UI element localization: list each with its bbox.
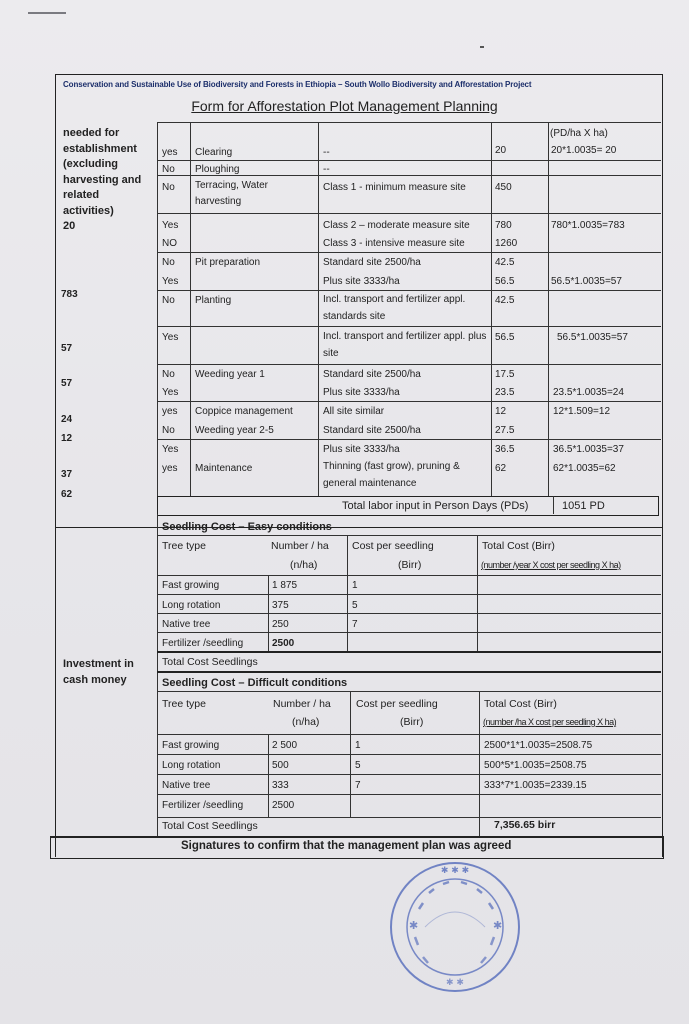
left-number: 12: [61, 433, 73, 444]
grid-line: [157, 691, 661, 692]
tree-type-cell: Long rotation: [162, 760, 221, 771]
col-number: Number / ha: [273, 698, 331, 710]
measure-cell: Plus site 3333/ha: [323, 444, 400, 455]
pd-cell: 1260: [495, 238, 518, 249]
col-cost: Cost per seedling: [356, 698, 438, 710]
number-cell: 250: [272, 619, 289, 630]
form-title: [0, 98, 689, 114]
number-cell: 333: [272, 780, 289, 791]
left-number: 62: [61, 489, 73, 500]
activity-cell: Weeding year 1: [195, 369, 265, 380]
pd-cell: 42.5: [495, 295, 515, 306]
yes-no-cell: No: [162, 369, 175, 380]
measure-cell: Thinning (fast grow), pruning & general maintenance: [323, 461, 460, 489]
col-total: Total Cost (Birr): [484, 698, 557, 710]
grid-line: [157, 794, 661, 795]
grid-line: [157, 439, 661, 440]
calc-cell: 780*1.0035=783: [551, 220, 625, 231]
col-total-formula: (number /year X cost per seedling X ha): [481, 560, 621, 570]
left-label-line: establishment: [63, 142, 137, 155]
grid-line: [157, 326, 661, 327]
pd-cell: 450: [495, 182, 512, 193]
grid-line: [157, 160, 661, 161]
measure-cell: Incl. transport and fertilizer appl. standards site: [323, 294, 466, 322]
measure-cell: --: [323, 164, 330, 175]
pd-cell: 12: [495, 406, 507, 417]
cost-cell: 7: [355, 780, 361, 791]
cost-cell: 7: [352, 619, 358, 630]
left-label-line: activities): [63, 204, 114, 217]
tree-type-cell: Native tree: [162, 780, 211, 791]
left-label-line: 20: [63, 220, 76, 232]
grid-line: [157, 252, 661, 253]
grid-line: [157, 535, 661, 536]
number-cell: 2500: [272, 638, 295, 649]
measure-cell: Plus site 3333/ha: [323, 276, 400, 287]
pd-cell: 56.5: [495, 276, 515, 287]
yes-no-cell: yes: [162, 147, 178, 158]
svg-text:✱: ✱: [493, 919, 503, 932]
activity-cell: Coppice management: [195, 406, 293, 417]
easy-total-label: Total Cost Seedlings: [162, 656, 258, 668]
measure-cell: Plus site 3333/ha: [323, 387, 400, 398]
col-number: Number / ha: [271, 540, 329, 552]
grid-line: [157, 213, 661, 214]
official-stamp-icon: [385, 857, 525, 997]
measure-cell: Class 3 - intensive measure site: [323, 238, 465, 249]
left-label: [63, 126, 141, 235]
yes-no-cell: Yes: [162, 332, 179, 343]
grid-line: [157, 514, 158, 836]
left-number: 24: [61, 414, 73, 425]
easy-title: Seedling Cost – Easy conditions: [162, 521, 332, 533]
cost-cell: 5: [352, 600, 358, 611]
calc-cell: 56.5*1.0035=57: [551, 276, 622, 287]
left-number: 37: [61, 469, 73, 480]
yes-no-cell: No: [162, 182, 175, 193]
tree-type-cell: Fast growing: [162, 740, 220, 751]
number-cell: 375: [272, 600, 289, 611]
left-label-line: (excluding: [63, 158, 119, 170]
yes-no-cell: NO: [162, 238, 177, 249]
yes-no-cell: Yes: [162, 220, 179, 231]
col-cost-unit: (Birr): [398, 559, 422, 571]
tree-type-cell: Long rotation: [162, 600, 221, 611]
tree-type-cell: Fertilizer /seedling: [162, 800, 244, 811]
yes-no-cell: No: [162, 295, 175, 306]
total-cell: 500*5*1.0035=2508.75: [484, 760, 587, 771]
activity-cell: Maintenance: [195, 463, 253, 474]
measure-cell: Class 1 - minimum measure site: [323, 182, 466, 193]
number-cell: 500: [272, 760, 289, 771]
col-tree-type: Tree type: [162, 540, 206, 552]
yes-no-cell: No: [162, 425, 175, 436]
grid-line: [157, 175, 661, 176]
col-cost: Cost per seedling: [352, 540, 434, 552]
left-number: 57: [61, 343, 73, 354]
grid-line: [157, 122, 158, 514]
ink-dot: [480, 46, 484, 48]
left-label-line: harvesting and: [63, 173, 142, 186]
activity-cell: Planting: [195, 295, 232, 306]
measure-cell: All site similar: [323, 406, 385, 417]
pd-cell: 20: [495, 145, 507, 156]
pd-cell: 62: [495, 463, 507, 474]
pd-cell: 36.5: [495, 444, 515, 455]
pd-cell: 27.5: [495, 425, 515, 436]
left-label-line: related: [63, 189, 100, 201]
total-cell: 333*7*1.0035=2339.15: [484, 780, 587, 791]
total-cell: 2500*1*1.0035=2508.75: [484, 740, 593, 751]
yes-no-cell: yes: [162, 406, 178, 417]
svg-text:✱ ✱: ✱ ✱: [446, 978, 464, 988]
investment-label: [63, 657, 134, 688]
project-header: Conservation and Sustainable Use of Biodiversity and Forests in Ethiopia – South Wollo Biodiversity and Afforestation Project: [63, 80, 532, 89]
yes-no-cell: Yes: [162, 276, 179, 287]
grid-line: [157, 122, 661, 123]
grid-line: [157, 613, 661, 614]
total-labor-value: 1051 PD: [562, 500, 605, 512]
yes-no-cell: No: [162, 257, 175, 268]
tree-type-cell: Native tree: [162, 619, 211, 630]
left-label-line: needed for: [63, 127, 120, 139]
tree-type-cell: Fertilizer /seedling: [162, 638, 244, 649]
grid-line: [157, 575, 661, 576]
grid-line: [157, 754, 661, 755]
yes-no-cell: Yes: [162, 387, 179, 398]
activity-cell: Terracing, Water harvesting: [195, 180, 268, 207]
grid-line: [157, 651, 661, 653]
col-tree-type: Tree type: [162, 698, 206, 710]
measure-cell: Standard site 2500/ha: [323, 369, 421, 380]
calc-cell: 36.5*1.0035=37: [553, 444, 624, 455]
difficult-total-label: Total Cost Seedlings: [162, 820, 258, 832]
measure-cell: Standard site 2500/ha: [323, 425, 421, 436]
investment-label-line: cash money: [63, 673, 127, 686]
number-cell: 2 500: [272, 740, 298, 751]
col-number-unit: (n/ha): [290, 559, 318, 571]
activity-cell: Pit preparation: [195, 257, 261, 268]
col-cost-unit: (Birr): [400, 716, 424, 728]
pd-cell: 56.5: [495, 332, 515, 343]
calc-cell: 62*1.0035=62: [553, 463, 616, 474]
col-total: Total Cost (Birr): [482, 540, 555, 552]
form-title-text: Form for Afforestation Plot Management Planning: [191, 98, 498, 114]
pen-mark: [28, 12, 66, 14]
measure-cell: Class 2 – moderate measure site: [323, 220, 470, 231]
grid-line: [157, 401, 661, 402]
number-cell: 2500: [272, 800, 295, 811]
yes-no-cell: Yes: [162, 444, 179, 455]
calc-cell: 20*1.0035= 20: [551, 145, 617, 156]
difficult-title: Seedling Cost – Difficult conditions: [162, 677, 348, 689]
grid-line: [157, 594, 661, 595]
cost-cell: 5: [355, 760, 361, 771]
yes-no-cell: No: [162, 164, 175, 175]
tree-type-cell: Fast growing: [162, 580, 220, 591]
grid-line: [157, 774, 661, 775]
calc-cell: 12*1.509=12: [553, 406, 611, 417]
left-number: 57: [61, 378, 73, 389]
pd-cell: 42.5: [495, 257, 515, 268]
yes-no-cell: yes: [162, 463, 178, 474]
grid-line: [479, 691, 480, 836]
calc-cell: 56.5*1.0035=57: [557, 332, 628, 343]
grid-line: [553, 496, 554, 514]
grid-line: [157, 671, 661, 673]
signature-label: Signatures to confirm that the management plan was agreed: [181, 840, 512, 852]
measure-cell: Incl. transport and fertilizer appl. plus site: [323, 331, 487, 359]
cost-cell: 1: [352, 580, 358, 591]
measure-cell: --: [323, 147, 330, 158]
svg-text:✱ ✱ ✱: ✱ ✱ ✱: [440, 866, 470, 876]
calc-cell: 23.5*1.0035=24: [553, 387, 624, 398]
col-total-formula: (number /ha X cost per seedling X ha): [483, 717, 617, 727]
grid-line: [157, 734, 661, 735]
col-number-unit: (n/ha): [292, 716, 320, 728]
formula-unit: (PD/ha X ha): [550, 128, 608, 139]
activity-cell: Weeding year 2-5: [195, 425, 274, 436]
grid-line: [157, 817, 661, 818]
cost-cell: 1: [355, 740, 361, 751]
difficult-total-value: 7,356.65 birr: [494, 819, 556, 831]
svg-text:✱: ✱: [409, 919, 419, 932]
activity-cell: Clearing: [195, 147, 233, 158]
activity-cell: Ploughing: [195, 164, 240, 175]
grid-line: [268, 734, 269, 818]
investment-label-line: Investment in: [63, 658, 134, 670]
number-cell: 1 875: [272, 580, 298, 591]
left-number: 783: [61, 289, 78, 300]
grid-line: [157, 364, 661, 365]
measure-cell: Standard site 2500/ha: [323, 257, 421, 268]
grid-line: [157, 632, 661, 633]
pd-cell: 23.5: [495, 387, 515, 398]
pd-cell: 17.5: [495, 369, 515, 380]
pd-cell: 780: [495, 220, 512, 231]
total-labor-label: Total labor input in Person Days (PDs): [342, 500, 529, 512]
